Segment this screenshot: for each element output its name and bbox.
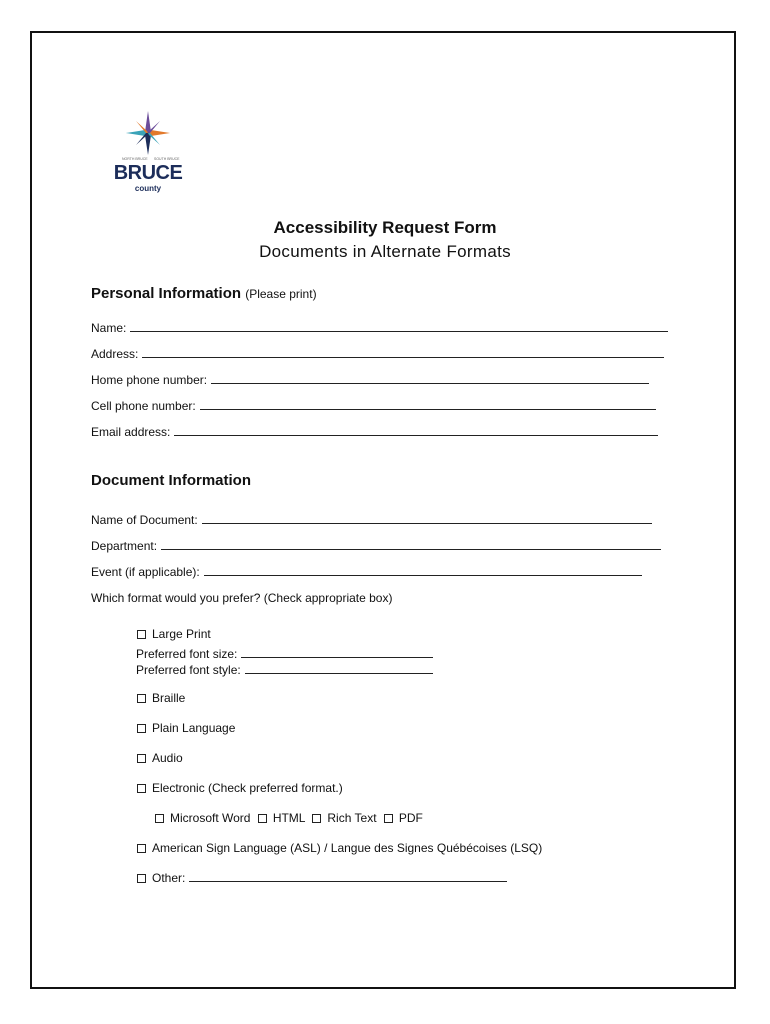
event-label: Event (if applicable): xyxy=(91,565,200,579)
font-style-label: Preferred font style: xyxy=(136,663,241,677)
home-phone-line xyxy=(91,373,649,387)
asl-option[interactable] xyxy=(137,841,542,855)
word-checkbox[interactable] xyxy=(155,814,164,823)
email-field[interactable] xyxy=(174,425,658,436)
doc-name-label: Name of Document: xyxy=(91,513,198,527)
document-info-heading: Document Information xyxy=(91,472,251,489)
other-field[interactable] xyxy=(189,871,507,882)
large-print-option[interactable] xyxy=(137,627,211,641)
electronic-option[interactable] xyxy=(137,781,343,795)
logo-wordmark: BRUCE xyxy=(113,162,183,184)
rich-text-label: Rich Text xyxy=(327,811,377,825)
plain-language-checkbox[interactable] xyxy=(137,724,146,733)
other-checkbox[interactable] xyxy=(137,874,146,883)
doc-name-field[interactable] xyxy=(202,513,652,524)
font-style-field[interactable] xyxy=(245,663,433,674)
braille-option[interactable] xyxy=(137,691,185,705)
plain-language-label: Plain Language xyxy=(152,721,236,735)
other-option[interactable] xyxy=(137,871,507,885)
home-phone-label: Home phone number: xyxy=(91,373,208,387)
event-field[interactable] xyxy=(204,565,642,576)
logo-subtitle: county xyxy=(134,184,162,193)
audio-label: Audio xyxy=(152,751,183,765)
name-field[interactable] xyxy=(130,321,668,332)
font-size-line xyxy=(136,647,433,661)
doc-name-line xyxy=(91,513,652,527)
department-line xyxy=(91,539,661,553)
word-label: Microsoft Word xyxy=(170,811,251,825)
electronic-label: Electronic (Check preferred format.) xyxy=(152,781,343,795)
compass-star-icon xyxy=(110,108,186,158)
braille-label: Braille xyxy=(152,691,186,705)
address-line xyxy=(91,347,664,361)
form-title: Accessibility Request Form xyxy=(273,218,497,237)
plain-language-option[interactable] xyxy=(137,721,235,735)
format-question: Which format would you prefer? (Check appropriate box) xyxy=(91,591,393,605)
personal-heading-text: Personal Information xyxy=(91,285,242,302)
department-label: Department: xyxy=(91,539,158,553)
audio-checkbox[interactable] xyxy=(137,754,146,763)
braille-checkbox[interactable] xyxy=(137,694,146,703)
department-field[interactable] xyxy=(161,539,661,550)
html-label: HTML xyxy=(272,811,306,825)
audio-option[interactable] xyxy=(137,751,183,765)
other-label: Other: xyxy=(152,871,186,885)
font-size-field[interactable] xyxy=(241,647,433,658)
email-line xyxy=(91,425,658,439)
html-checkbox[interactable] xyxy=(258,814,267,823)
asl-label: American Sign Language (ASL) / Langue des Signes Québécoises (LSQ) xyxy=(152,841,543,855)
print-note: (Please print) xyxy=(245,287,317,301)
large-print-checkbox[interactable] xyxy=(137,630,146,639)
name-label: Name: xyxy=(91,321,127,335)
font-size-label: Preferred font size: xyxy=(136,647,238,661)
cell-phone-field[interactable] xyxy=(200,399,656,410)
address-field[interactable] xyxy=(142,347,664,358)
electronic-formats xyxy=(155,811,423,825)
rich-text-checkbox[interactable] xyxy=(312,814,321,823)
electronic-checkbox[interactable] xyxy=(137,784,146,793)
home-phone-field[interactable] xyxy=(211,373,649,384)
event-line xyxy=(91,565,642,579)
logo-tiny-left: NORTH BRUCE xyxy=(122,157,148,161)
name-line xyxy=(91,321,668,335)
large-print-label: Large Print xyxy=(152,627,211,641)
logo-tiny-right: SOUTH BRUCE xyxy=(154,157,180,161)
pdf-label: PDF xyxy=(398,811,423,825)
cell-phone-label: Cell phone number: xyxy=(91,399,196,413)
pdf-checkbox[interactable] xyxy=(384,814,393,823)
form-subtitle: Documents in Alternate Formats xyxy=(259,242,511,261)
personal-info-heading xyxy=(91,285,317,302)
address-label: Address: xyxy=(91,347,139,361)
email-label: Email address: xyxy=(91,425,171,439)
asl-checkbox[interactable] xyxy=(137,844,146,853)
cell-phone-line xyxy=(91,399,656,413)
bruce-county-logo xyxy=(110,108,190,200)
font-style-line xyxy=(136,663,433,677)
